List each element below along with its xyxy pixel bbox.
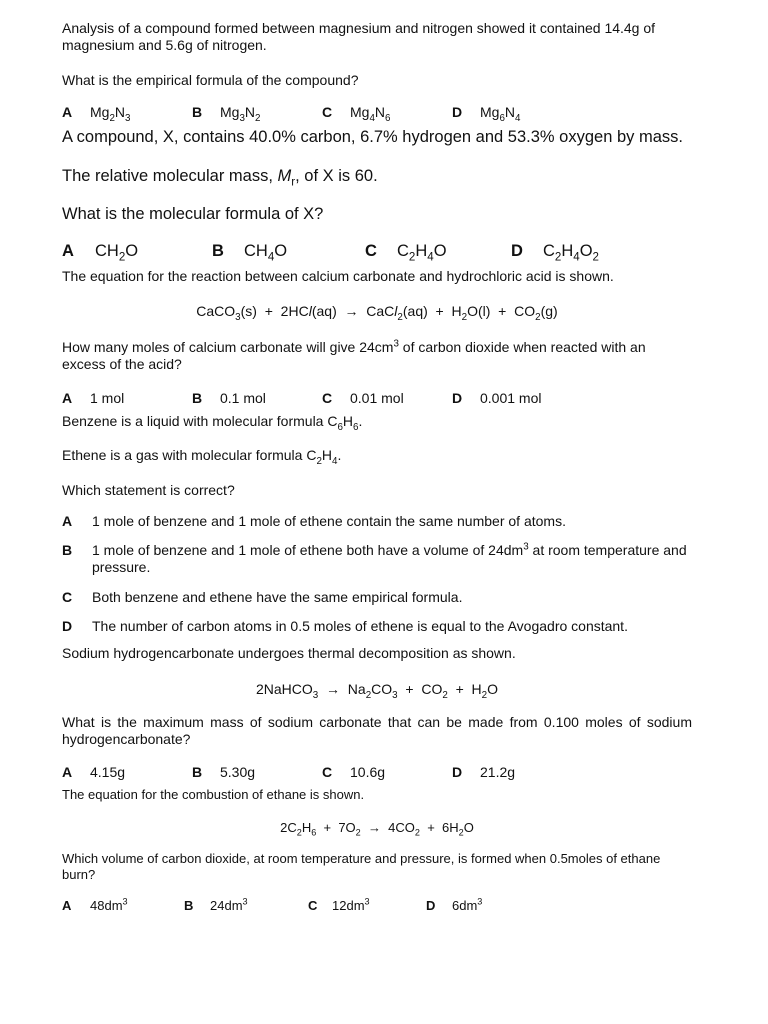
option-letter: B [192,390,203,406]
q2-question: What is the molecular formula of X? [62,205,324,223]
q2-mr-wrap [62,166,692,189]
option-letter: D [426,898,436,913]
option-letter: D [452,764,463,780]
q2-mr: The relative molecular mass, $M_r$, of X is 60. [62,167,378,189]
q3-option-a[interactable] [62,390,192,407]
q2-question-wrap [62,204,692,224]
question-4 [62,413,692,433]
q5-equation: 2NaHCO$_3$ → $Na_2CO_3 + CO_2 + H_2O$ [255,681,498,701]
statement-text: Both benzene and ethene have the same empirical formula. [92,589,463,605]
q5-option-c[interactable] [322,764,452,781]
q1-question-wrap [62,72,692,89]
q6-question: Which volume of carbon dioxide, at room temperature and pressure, is formed when 0.5moles of ethane burn? [62,851,661,882]
option-text: 1 mol [90,390,125,406]
q2-option-a[interactable] [62,241,212,264]
q4-benzene: Benzene is a liquid with molecular formula $C_6H_6$. [62,413,363,433]
option-letter: C [365,242,377,260]
option-letter: A [62,242,74,260]
option-letter: C [322,390,333,406]
option-formula: $Mg_4N_6$ [350,104,391,124]
q4-statement-b[interactable] [62,542,692,576]
option-letter: C [322,104,333,120]
q4-ethene-wrap [62,447,692,467]
q6-option-d[interactable] [426,898,536,914]
q4-statement-d[interactable] [62,618,692,635]
q1-option-b[interactable] [192,104,322,124]
option-text: 10.6g [350,764,386,780]
q5-stem: Sodium hydrogencarbonate undergoes thermal decomposition as shown. [62,645,516,661]
q1-question: What is the empirical formula of the compound? [62,72,359,88]
option-formula: $Mg_2N_3$ [90,104,131,124]
statement-text: 1 mole of benzene and 1 mole of ethene contain the same number of atoms. [92,513,566,529]
option-formula: $Mg_3N_2$ [220,104,261,124]
q3-option-d[interactable] [452,390,582,407]
q3-question: How many moles of calcium carbonate will give $24cm^3$ of carbon dioxide when reacted with an excess of the acid? [62,338,646,372]
q5-option-b[interactable] [192,764,322,781]
statement-text: 1 mole of benzene and 1 mole of ethene both have a volume of $24dm^3$ at room temperature and pressure. [92,541,687,575]
q4-question-wrap [62,482,692,499]
q1-option-a[interactable] [62,104,192,124]
q6-option-a[interactable] [62,898,184,914]
option-formula: $CH_2O$ [95,242,139,264]
q3-equation: CaCO$_3$(s) + 2HCl(aq) → CaCl$_2$(aq) + $H_2O(l) + CO_2(g)$ [196,303,558,323]
q5-question-wrap [62,714,692,748]
option-letter: D [62,618,73,634]
question-6 [62,787,692,803]
q6-equation-wrap [62,820,692,836]
q6-equation: $2C_2H_6 + 7O_2 \to 4CO_2 + 6H_2O$ [280,820,474,838]
option-text: 0.1 mol [220,390,266,406]
q4-statement-c[interactable] [62,589,692,606]
q5-option-a[interactable] [62,764,192,781]
option-text: $6dm^3$ [452,896,483,913]
option-formula: $Mg_6N_4$ [480,104,521,124]
option-letter: B [192,764,203,780]
option-letter: A [62,513,73,529]
option-text: $48dm^3$ [90,896,128,913]
option-letter: A [62,390,73,406]
option-text: 0.001 mol [480,390,542,406]
q2-option-c[interactable] [365,241,511,264]
q2-option-b[interactable] [212,241,365,264]
option-text: $12dm^3$ [332,896,370,913]
option-text: 4.15g [90,764,126,780]
question-1 [62,20,692,54]
option-letter: B [184,898,194,913]
option-text: 5.30g [220,764,256,780]
option-letter: B [62,542,73,558]
option-formula: $C_2H_4O$ [397,242,447,264]
statement-text: The number of carbon atoms in 0.5 moles of ethene is equal to the Avogadro constant. [92,618,628,634]
option-letter: C [62,589,73,605]
option-letter: B [192,104,203,120]
q4-ethene: Ethene is a gas with molecular formula $C_2H_4$. [62,447,342,467]
q2-stem: A compound, X, contains 40.0% carbon, 6.7% hydrogen and 53.3% oxygen by mass. [62,128,683,146]
option-text: $24dm^3$ [210,896,248,913]
option-text: 0.01 mol [350,390,404,406]
q1-options [62,104,692,124]
q6-question-wrap [62,851,692,883]
q5-equation-wrap [62,681,692,701]
q1-stem: Analysis of a compound formed between magnesium and nitrogen showed it contained 14.4g of magnesium and 5.6g of nitrogen. [62,20,656,53]
q5-question: What is the maximum mass of sodium carbonate that can be made from 0.100 moles of sodium hydrogencarbonate? [62,714,692,747]
option-letter: C [322,764,333,780]
q3-stem: The equation for the reaction between calcium carbonate and hydrochloric acid is shown. [62,268,614,284]
option-letter: D [511,242,523,260]
option-letter: A [62,898,72,913]
q3-equation-wrap [62,303,692,323]
q6-stem: The equation for the combustion of ethane is shown. [62,787,365,802]
q5-options [62,764,692,781]
q3-option-b[interactable] [192,390,322,407]
option-letter: D [452,104,463,120]
option-formula: $C_2H_4O_2$ [543,242,599,264]
q2-option-d[interactable] [511,241,651,264]
q4-question: Which statement is correct? [62,482,235,498]
option-letter: B [212,242,224,260]
option-text: 21.2g [480,764,516,780]
q6-options [62,898,692,914]
option-letter: D [452,390,463,406]
option-letter: C [308,898,318,913]
q4-statement-a[interactable] [62,513,692,530]
option-formula: $CH_4O$ [244,242,288,264]
question-3 [62,268,692,285]
q3-question-wrap [62,339,692,373]
q2-options [62,241,692,264]
q3-options [62,390,692,407]
q1-option-d[interactable] [452,104,582,124]
question-2 [62,127,692,147]
q3-option-c[interactable] [322,390,452,407]
option-letter: A [62,104,73,120]
q5-option-d[interactable] [452,764,582,781]
q6-option-c[interactable] [308,898,426,914]
q1-option-c[interactable] [322,104,452,124]
option-letter: A [62,764,73,780]
question-5 [62,645,692,662]
q6-option-b[interactable] [184,898,308,914]
